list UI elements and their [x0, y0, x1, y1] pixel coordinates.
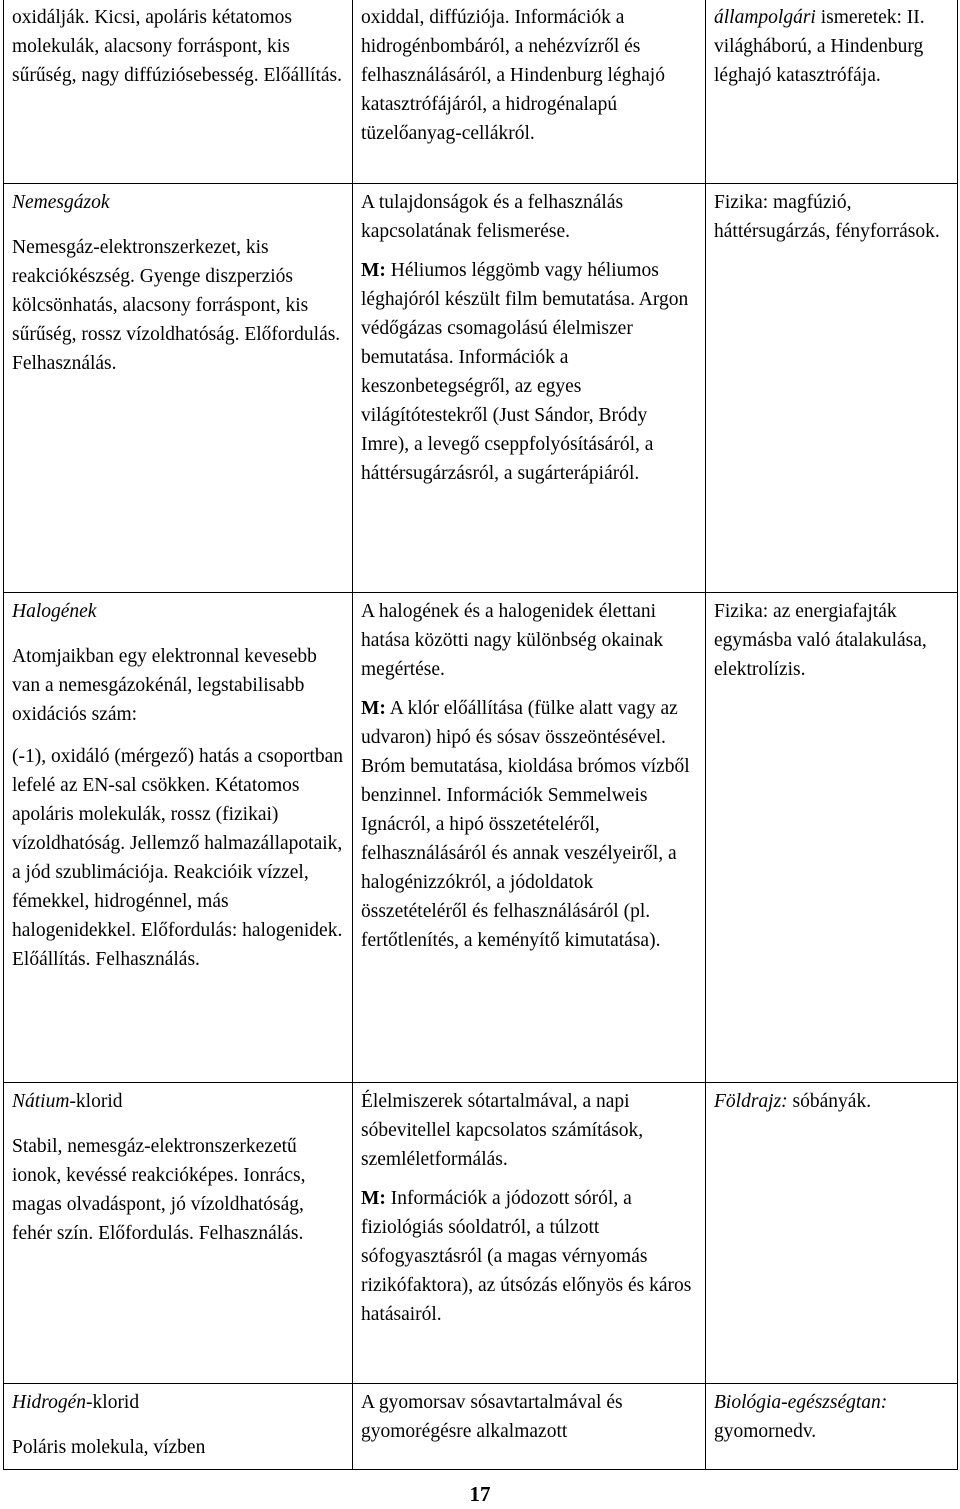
paragraph: Fizika: az energiafajták egymásba való átalakulása, elektrolízis. [714, 600, 927, 680]
paragraph: Stabil, nemesgáz-elektronszerkezetű ionok, kevéssé reakcióképes. Ionrács, magas olvadáspont, jó vízoldhatóság, fehér szín. Előfordulás. Felhasználás. [12, 1135, 306, 1244]
topic-title: Nátium-klorid [12, 1090, 123, 1112]
table-row [4, 183, 958, 592]
demo-paragraph [361, 256, 699, 488]
m-label: M: [361, 259, 386, 281]
content-cell [4, 1383, 353, 1469]
subject-text: sóbányák. [787, 1090, 872, 1112]
paragraph: Atomjaikban egy elektronnal kevesebb van a nemesgázokénál, legstabilisabb oxidációs szám: [12, 645, 317, 725]
demo-text: Héliumos léggömb vagy héliumos léghajóról készült film bemutatása. Argon védőgázas csomagolású élelmiszer bemutatása. Információk a keszonbetegségről, az egyes világítótestekről (Just Sándor, Bródy Imre), a levegő cseppfolyósításáról, a háttérsugárzásról, a sugárterápiáról. [361, 259, 689, 484]
demo-paragraph [361, 1184, 699, 1329]
content-cell [4, 0, 353, 183]
activity-cell [353, 1383, 706, 1469]
curriculum-table [3, 0, 958, 1470]
paragraph: Élelmiszerek sótartalmával, a napi sóbevitellel kapcsolatos számítások, szemléletformálás. [361, 1090, 644, 1170]
paragraph: oxidálják. Kicsi, apoláris kétatomos molekulák, alacsony forráspont, kis sűrűség, nagy diffúziósebesség. Előállítás. [12, 7, 342, 86]
paragraph [714, 1087, 951, 1116]
links-cell [706, 1383, 958, 1469]
paragraph: Poláris molekula, vízben [12, 1436, 206, 1458]
subject-label: állampolgári [714, 7, 816, 28]
content-cell [4, 592, 353, 1082]
activity-cell [353, 183, 706, 592]
topic-title: Nemesgázok [12, 191, 110, 213]
links-cell [706, 1082, 958, 1383]
paragraph: A halogének és a halogenidek élettani hatása közötti nagy különbség okainak megértése. [361, 600, 664, 680]
m-label: M: [361, 697, 386, 719]
paragraph [714, 1388, 951, 1446]
content-cell [4, 183, 353, 592]
paragraph: oxiddal, diffúziója. Információk a hidrogénbombáról, a nehézvízről és felhasználásáról, a Hindenburg léghajó katasztrófájáról, a hidrogénalapú tüzelőanyag-cellákról. [361, 7, 665, 144]
paragraph: Fizika: magfúzió, háttérsugárzás, fényforrások. [714, 191, 940, 242]
paragraph: A tulajdonságok és a felhasználás kapcsolatának felismerése. [361, 191, 624, 242]
topic-title: Halogének [12, 600, 97, 622]
page-number: 17 [469, 1482, 491, 1506]
links-cell [706, 0, 958, 183]
activity-cell [353, 1082, 706, 1383]
activity-cell [353, 592, 706, 1082]
paragraph: Nemesgáz-elektronszerkezet, kis reakciókészség. Gyenge diszperziós kölcsönhatás, alacsony forráspont, kis sűrűség, rossz vízoldhatóság. Előfordulás. Felhasználás. [12, 236, 341, 374]
demo-text: A klór előállítása (fülke alatt vagy az udvaron) hipó és sósav összeöntésével. Bróm bemutatása, kioldása brómos vízből benzinnel. Információk Semmelweis Ignácról, a hipó összetételéről, felhasználásáról és annak veszélyeiről, a halogénizzókról, a jódoldatok összetételéről és felhasználásáról (pl. fertőtlenítés, a keményítő kimutatása). [361, 697, 690, 951]
links-cell [706, 592, 958, 1082]
topic-title: Hidrogén-klorid [12, 1391, 140, 1413]
subject-label: Földrajz: [714, 1090, 788, 1112]
table-row [4, 0, 958, 183]
document-page [3, 0, 957, 1470]
demo-text: Információk a jódozott sóról, a fiziológiás sóoldatról, a túlzott sófogyasztásról (a magas vérnyomás rizikófaktora), az útsózás előnyös és káros hatásairól. [361, 1187, 692, 1325]
activity-cell [353, 0, 706, 183]
demo-paragraph [361, 694, 699, 955]
table-row [4, 1082, 958, 1383]
paragraph: A gyomorsav sósavtartalmával és gyomorégésre alkalmazott [361, 1391, 623, 1442]
m-label: M: [361, 1187, 386, 1209]
subject-label: Biológia-egészségtan: [714, 1391, 888, 1413]
content-cell [4, 1082, 353, 1383]
subject-text: gyomornedv. [714, 1420, 817, 1442]
table-row [4, 592, 958, 1082]
paragraph: (-1), oxidáló (mérgező) hatás a csoportban lefelé az EN-sal csökken. Kétatomos apoláris molekulák, rossz (fizikai) vízoldhatóság. Jellemző halmazállapotaik, a jód szublimációja. Reakcióik vízzel, fémekkel, hidrogénnel, más halogenidekkel. Előfordulás: halogenidek. Előállítás. Felhasználás. [12, 745, 344, 970]
links-cell [706, 183, 958, 592]
subject-text: ismeretek: II. világháború, a Hindenburg léghajó katasztrófája. [714, 7, 925, 86]
paragraph [714, 3, 951, 90]
table-row [4, 1383, 958, 1469]
